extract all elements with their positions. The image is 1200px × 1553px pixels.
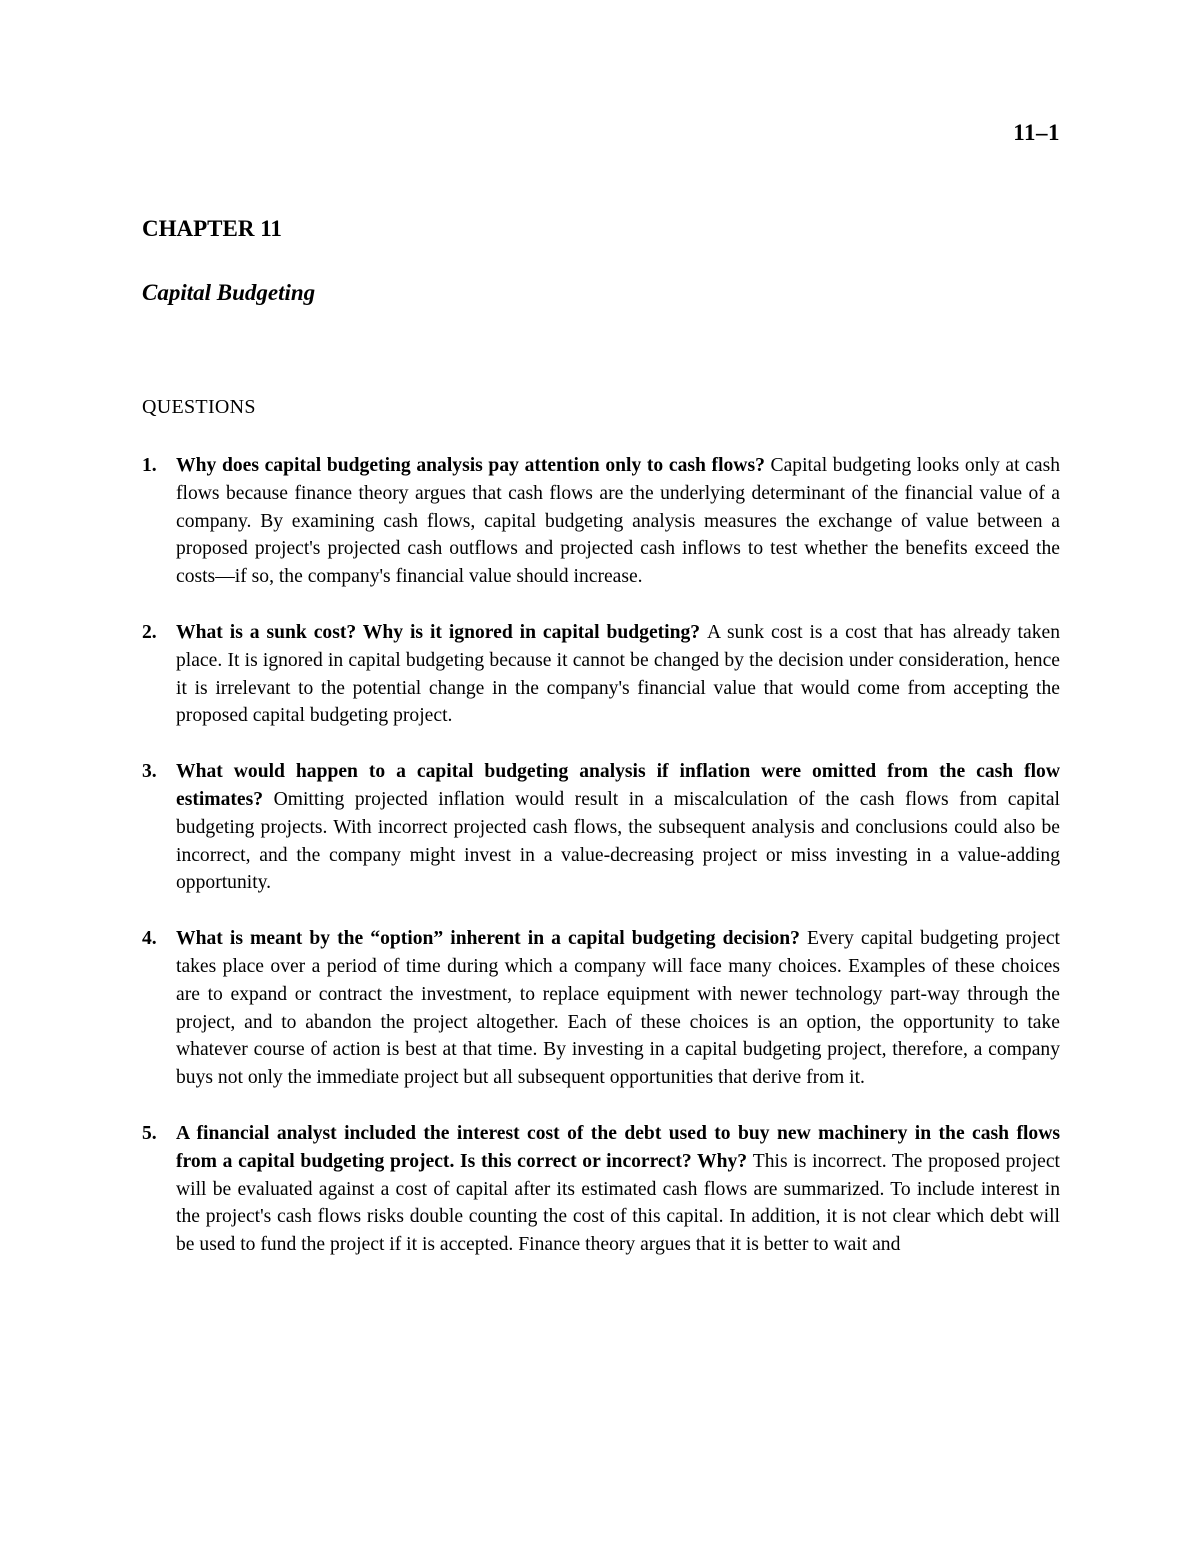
answer-text: This is incorrect. The proposed project will be evaluated against a cost of capital after its estimated cash flows are summarized. To include interest in the project's cash flows risks double counting the cost of this capital. In addition, it is not clear which debt will be used to fund the project if it is accepted. Finance theory argues that it is better to wait and bbox=[176, 1150, 1060, 1256]
question-text: What is meant by the “option” inherent in a capital budgeting decision? bbox=[176, 928, 808, 950]
question-number: 5. bbox=[142, 1122, 157, 1144]
questions-list bbox=[142, 452, 1060, 1287]
question-item bbox=[142, 758, 1060, 897]
chapter-subtitle: Capital Budgeting bbox=[142, 280, 316, 305]
question-text: What is a sunk cost? Why is it ignored in capital budgeting? bbox=[176, 621, 708, 643]
question-item bbox=[142, 925, 1060, 1092]
answer-text: A sunk cost is a cost that has already taken place. It is ignored in capital budgeting because it cannot be changed by the decision under consideration, hence it is irrelevant to the potential change in the company's financial value that would come from accepting the proposed capital budgeting project. bbox=[176, 621, 1060, 727]
question-number: 4. bbox=[142, 928, 157, 950]
question-item bbox=[142, 452, 1060, 591]
question-text: Why does capital budgeting analysis pay attention only to cash flows? bbox=[176, 455, 771, 476]
question-number: 2. bbox=[142, 621, 157, 643]
section-heading: QUESTIONS bbox=[142, 396, 256, 418]
question-text: What would happen to a capital budgeting analysis if inflation were omitted from the cash flow estimates? bbox=[176, 761, 1060, 810]
page-number: 11–1 bbox=[1013, 120, 1060, 145]
question-number: 3. bbox=[142, 761, 157, 783]
answer-text: Capital budgeting looks only at cash flows because finance theory argues that cash flows are the underlying determinant of the financial value of a company. By examining cash flows, capital budgeting analysis measures the exchange of value between a proposed project's projected cash outflows and projected cash inflows to test whether the benefits exceed the costs—if so, the company's financial value should increase. bbox=[176, 455, 1061, 588]
question-item bbox=[142, 619, 1060, 730]
chapter-title: CHAPTER 11 bbox=[142, 216, 282, 241]
answer-text: Every capital budgeting project takes place over a period of time during which a company will face many choices. Examples of these choices are to expand or contract the investment, to replace equipment with newer technology part-way through the project, and to abandon the project altogether. Each of these choices is an option, the opportunity to take whatever course of action is best at that time. By investing in a capital budgeting project, therefore, a company buys not only the immediate project but all subsequent opportunities that derive from it. bbox=[176, 928, 1060, 1089]
answer-text: Omitting projected inflation would result in a miscalculation of the cash flows from capital budgeting projects. With incorrect projected cash flows, the subsequent analysis and conclusions could also be incorrect, and the company might invest in a value-decreasing project or miss investing in a value-adding opportunity. bbox=[176, 788, 1060, 894]
question-text: A financial analyst included the interest cost of the debt used to buy new machinery in the cash flows from a capital budgeting project. Is this correct or incorrect? Why? bbox=[176, 1122, 1060, 1172]
question-number: 1. bbox=[142, 455, 157, 476]
question-item bbox=[142, 1120, 1060, 1259]
